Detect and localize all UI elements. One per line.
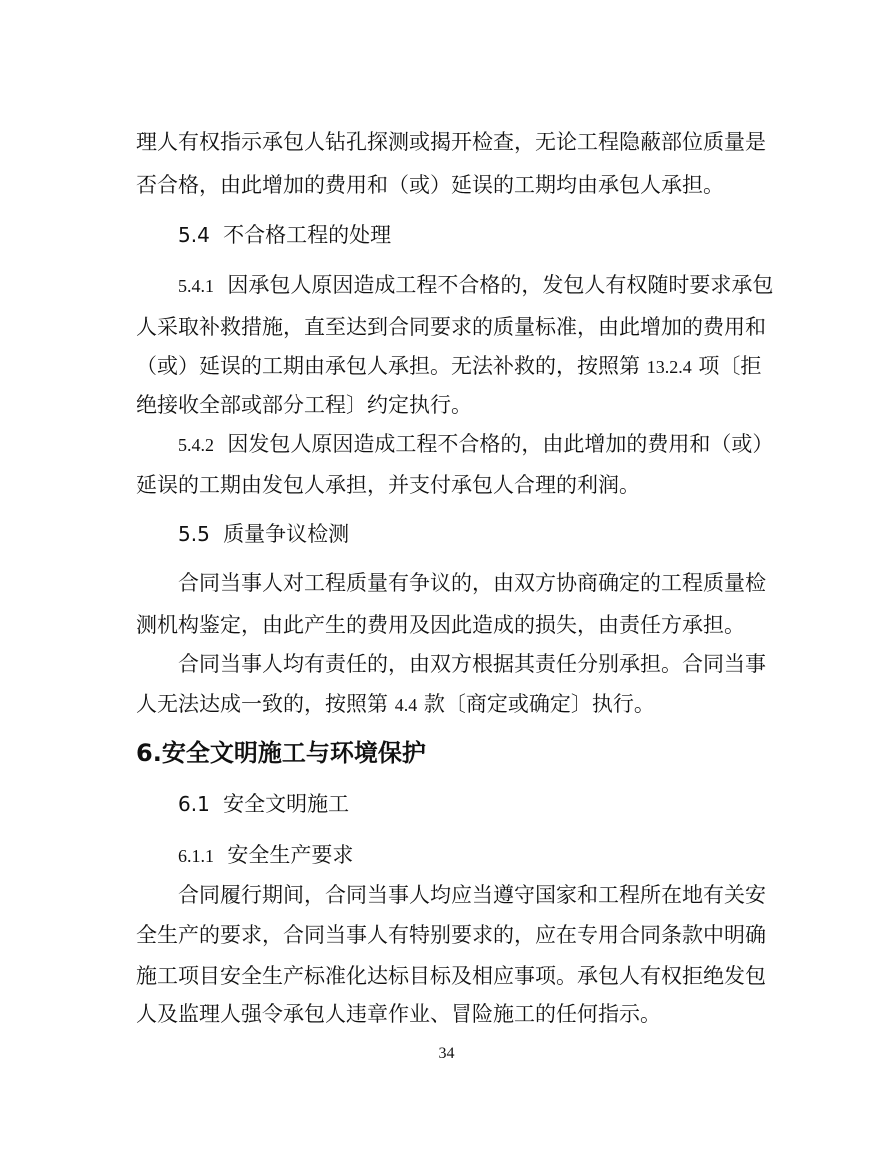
section-title: 质量争议检测 — [223, 522, 350, 546]
section-number: 5.4 — [178, 223, 210, 247]
section-heading-5-4 — [178, 221, 391, 249]
paragraph-line — [178, 271, 773, 300]
paragraph-line: 全生产的要求，合同当事人有特别要求的，应在专用合同条款中明确 — [136, 923, 766, 947]
paragraph-line: 测机构鉴定，由此产生的费用及因此造成的损失，由责任方承担。 — [136, 613, 745, 637]
paragraph-line: 施工项目安全生产标准化达标目标及相应事项。承包人有权拒绝发包 — [136, 964, 766, 988]
paragraph-line: 人采取补救措施，直至达到合同要求的质量标准，由此增加的费用和 — [136, 315, 766, 339]
section-title: 不合格工程的处理 — [223, 223, 392, 247]
clause-text: （或）延误的工期由承包人承担。无法补救的，按照第 — [136, 354, 640, 378]
clause-number: 5.4.2 — [178, 435, 214, 455]
subsection-title: 安全生产要求 — [227, 843, 354, 867]
paragraph-line: 人及监理人强令承包人违章作业、冒险施工的任何指示。 — [136, 1002, 661, 1026]
clause-text: 人无法达成一致的，按照第 — [136, 692, 388, 716]
paragraph-line — [136, 690, 655, 719]
section-number: 6.1 — [178, 792, 210, 816]
paragraph-line: 否合格，由此增加的费用和（或）延误的工期均由承包人承担。 — [136, 173, 724, 197]
section-title: 安全文明施工 — [223, 792, 350, 816]
paragraph-line: 合同当事人均有责任的，由双方根据其责任分别承担。合同当事 — [178, 652, 766, 676]
clause-text: 因承包人原因造成工程不合格的，发包人有权随时要求承包 — [227, 273, 774, 297]
clause-text: 款〔商定或确定〕执行。 — [423, 692, 655, 716]
clause-number: 6.1.1 — [178, 846, 214, 866]
clause-ref-number: 13.2.4 — [646, 357, 692, 377]
paragraph-line: 延误的工期由发包人承担，并支付承包人合理的利润。 — [136, 473, 640, 497]
paragraph-line: 绝接收全部或部分工程〕约定执行。 — [136, 393, 472, 417]
paragraph-line — [178, 430, 773, 459]
clause-number: 5.4.1 — [178, 276, 214, 296]
paragraph-line — [136, 352, 761, 381]
section-heading-5-5 — [178, 520, 349, 548]
paragraph-line: 合同当事人对工程质量有争议的，由双方协商确定的工程质量检 — [178, 571, 766, 595]
subsection-heading-6-1-1 — [178, 841, 353, 870]
clause-ref-number: 4.4 — [394, 695, 418, 715]
section-number: 5.5 — [178, 522, 210, 546]
paragraph-line: 理人有权指示承包人钻孔探测或揭开检查，无论工程隐蔽部位质量是 — [136, 130, 766, 154]
chapter-heading: 6.安全文明施工与环境保护 — [136, 739, 426, 767]
section-heading-6-1 — [178, 790, 349, 818]
paragraph-line: 合同履行期间，合同当事人均应当遵守国家和工程所在地有关安 — [178, 883, 766, 907]
page-number: 34 — [438, 1045, 455, 1062]
clause-text: 项〔拒 — [698, 354, 762, 378]
clause-text: 因发包人原因造成工程不合格的，由此增加的费用和（或） — [227, 432, 774, 456]
